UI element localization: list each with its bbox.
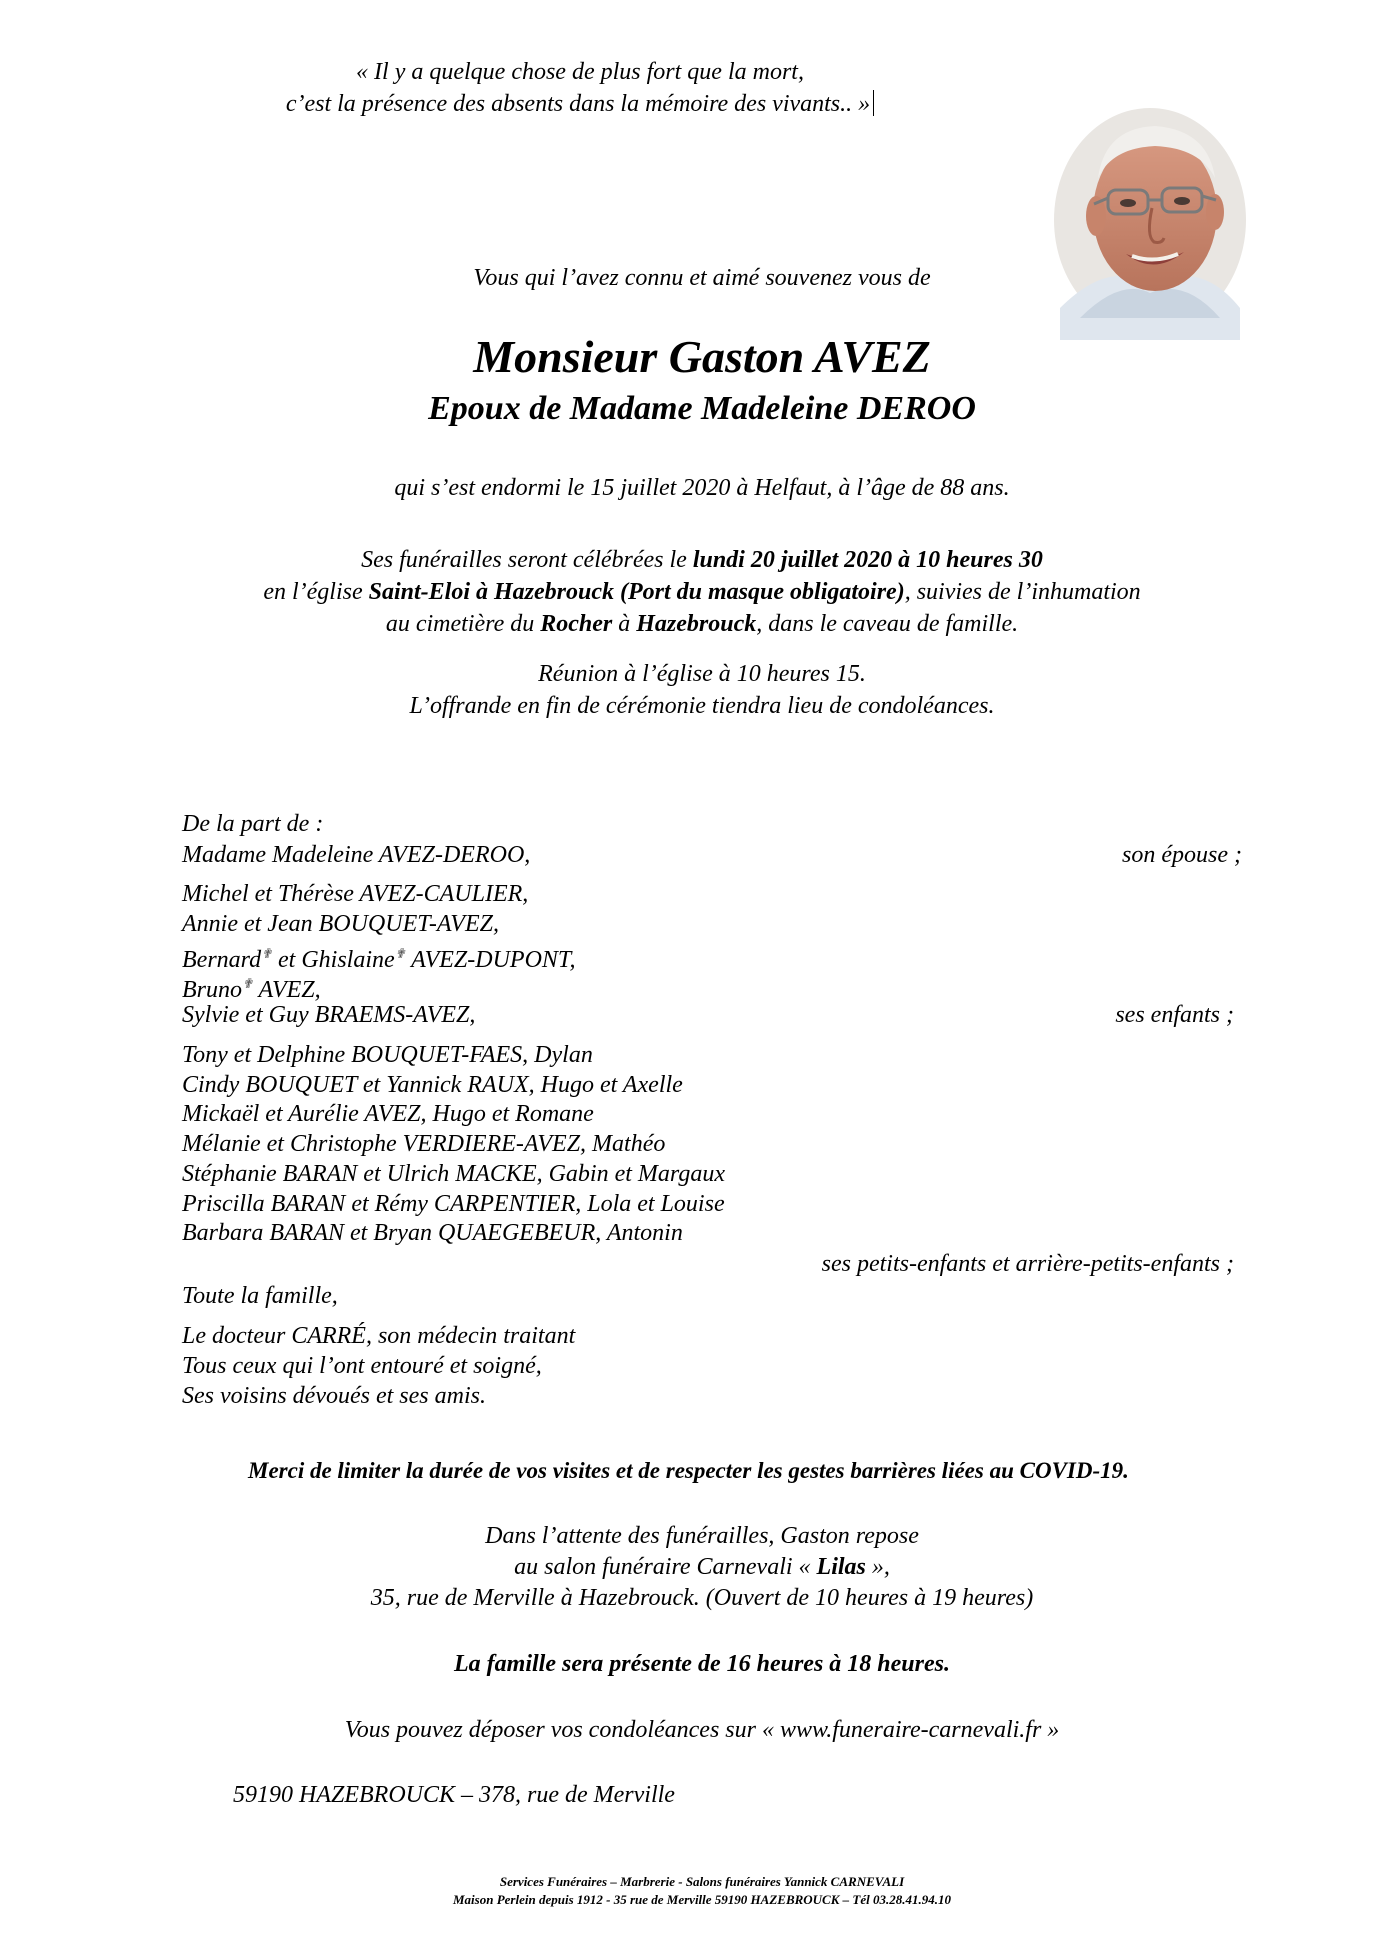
child-row — [182, 999, 1242, 1031]
grandchild-row — [182, 1158, 1242, 1190]
portrait-vignette — [1054, 108, 1246, 340]
grandchild-name: Barbara BARAN et Bryan QUAEGEBEUR, Antonin — [182, 1220, 683, 1246]
epigraph-quote — [265, 56, 895, 120]
salon-name: Lilas — [816, 1554, 866, 1580]
intro-text: Vous qui l’avez connu et aimé souvenez vous de — [473, 265, 931, 291]
grandchild-name: Mickaël et Aurélie AVEZ, Hugo et Romane — [182, 1101, 594, 1127]
funeral-line-3-a: au cimetière du — [385, 611, 541, 637]
child-bernard: Bernard — [182, 947, 262, 973]
grandchild-row — [182, 1188, 1242, 1220]
funeral-line-2-c: , suivies de l’inhumation — [904, 579, 1141, 605]
grandchild-row — [182, 1217, 1242, 1249]
covid-notice: Merci de limiter la durée de vos visites et de respecter les gestes barrières liées au COVID-19. — [248, 1458, 1129, 1483]
grandchildren-role: ses petits-enfants et arrière-petits-enfants ; — [821, 1251, 1234, 1277]
grandchild-row — [182, 1039, 1242, 1071]
cemetery-name: Rocher — [540, 611, 613, 637]
child-row — [182, 908, 1242, 940]
text-cursor — [873, 90, 874, 116]
cemetery-town: Hazebrouck — [636, 611, 757, 637]
death-notice: qui s’est endormi le 15 juillet 2020 à Helfaut, à l’âge de 88 ans. — [394, 475, 1010, 501]
child-name: Michel et Thérèse AVEZ-CAULIER, — [182, 881, 529, 907]
grandchild-name: Mélanie et Christophe VERDIERE-AVEZ, Mathéo — [182, 1131, 666, 1157]
grandchild-name: Stéphanie BARAN et Ulrich MACKE, Gabin et Margaux — [182, 1161, 726, 1187]
grandchild-row — [182, 1098, 1242, 1130]
family-header-row — [182, 808, 1242, 840]
condolences-text: Vous pouvez déposer vos condoléances sur « www.funeraire-carnevali.fr » — [344, 1717, 1060, 1743]
address-line: 59190 HAZEBROUCK – 378, rue de Merville — [233, 1782, 675, 1808]
child-surname: AVEZ-DUPONT, — [405, 947, 576, 973]
caregivers-line: Tous ceux qui l’ont entouré et soigné, — [182, 1353, 542, 1379]
other-row — [182, 1380, 1242, 1412]
reunion-text: Réunion à l’église à 10 heures 15. — [538, 661, 866, 687]
funeral-line-2 — [26, 576, 1378, 608]
family-presence: La famille sera présente de 16 heures à 18 heures. — [454, 1651, 950, 1677]
footer-line-1: Services Funéraires – Marbrerie - Salons funéraires Yannick CARNEVALI — [499, 1874, 905, 1889]
rest-line-1: Dans l’attente des funérailles, Gaston repose — [485, 1523, 919, 1549]
quote-line-2 — [265, 88, 895, 120]
grandchild-name: Tony et Delphine BOUQUET-FAES, Dylan — [182, 1042, 593, 1068]
child-bruno: Bruno — [182, 977, 242, 1003]
funeral-line-3-c: à — [612, 611, 637, 637]
other-row — [182, 1320, 1242, 1352]
funeral-line-1-a: Ses funérailles seront célébrées le — [361, 547, 693, 573]
funeral-line-3 — [26, 608, 1378, 640]
funeral-date: lundi 20 juillet 2020 à 10 heures 30 — [692, 547, 1043, 573]
portrait-photo — [1050, 108, 1250, 340]
wife-row — [182, 839, 1242, 871]
child-row — [182, 938, 1242, 973]
deceased-name: Monsieur Gaston AVEZ — [473, 331, 931, 382]
family-header: De la part de : — [182, 811, 324, 837]
rest-line-2 — [26, 1551, 1378, 1583]
child-ghislaine: et Ghislaine — [272, 947, 395, 973]
rest-line-2-c: », — [865, 1554, 890, 1580]
rest-line-2-a: au salon funéraire Carnevali « — [514, 1554, 817, 1580]
cross-icon: ✟ — [261, 946, 273, 961]
child-row — [182, 878, 1242, 910]
cross-icon: ✟ — [242, 976, 253, 991]
funeral-line-2-a: en l’église — [263, 579, 369, 605]
child-name: Sylvie et Guy BRAEMS-AVEZ, — [182, 1002, 476, 1028]
wife-name: Madame Madeleine AVEZ-DEROO, — [182, 842, 531, 868]
cross-icon: ✟ — [394, 946, 406, 961]
child-name: Annie et Jean BOUQUET-AVEZ, — [182, 911, 499, 937]
child-bruno-surname: AVEZ, — [252, 977, 321, 1003]
quote-line-1: « Il y a quelque chose de plus fort que la mort, — [356, 59, 804, 85]
wife-role: son épouse ; — [1122, 842, 1242, 868]
offering-text: L’offrande en fin de cérémonie tiendra lieu de condoléances. — [409, 693, 995, 719]
grandchild-row — [182, 1069, 1242, 1101]
child-row — [182, 968, 1242, 1003]
other-row — [182, 1350, 1242, 1382]
rest-line-3: 35, rue de Merville à Hazebrouck. (Ouvert de 10 heures à 19 heures) — [370, 1585, 1034, 1611]
spouse-line: Epoux de Madame Madeleine DEROO — [428, 390, 976, 427]
grandchild-name: Cindy BOUQUET et Yannick RAUX, Hugo et Axelle — [182, 1072, 683, 1098]
footer-line-2: Maison Perlein depuis 1912 - 35 rue de Merville 59190 HAZEBROUCK – Tél 03.28.41.94.10 — [453, 1892, 951, 1907]
neighbours-line: Ses voisins dévoués et ses amis. — [182, 1383, 486, 1409]
all-family: Toute la famille, — [182, 1283, 338, 1309]
children-role: ses enfants ; — [1115, 1002, 1234, 1028]
funeral-line-3-e: , dans le caveau de famille. — [756, 611, 1019, 637]
all-family-row — [182, 1280, 1242, 1312]
quote-line-2-text: c’est la présence des absents dans la mémoire des vivants.. » — [285, 91, 871, 117]
grandchild-row — [182, 1128, 1242, 1160]
funeral-church: Saint-Eloi à Hazebrouck (Port du masque obligatoire) — [368, 579, 905, 605]
funeral-line-1 — [26, 544, 1378, 576]
doctor-line: Le docteur CARRÉ, son médecin traitant — [182, 1323, 576, 1349]
grandchild-name: Priscilla BARAN et Rémy CARPENTIER, Lola et Louise — [182, 1191, 725, 1217]
grandchildren-role-row — [182, 1248, 1242, 1280]
